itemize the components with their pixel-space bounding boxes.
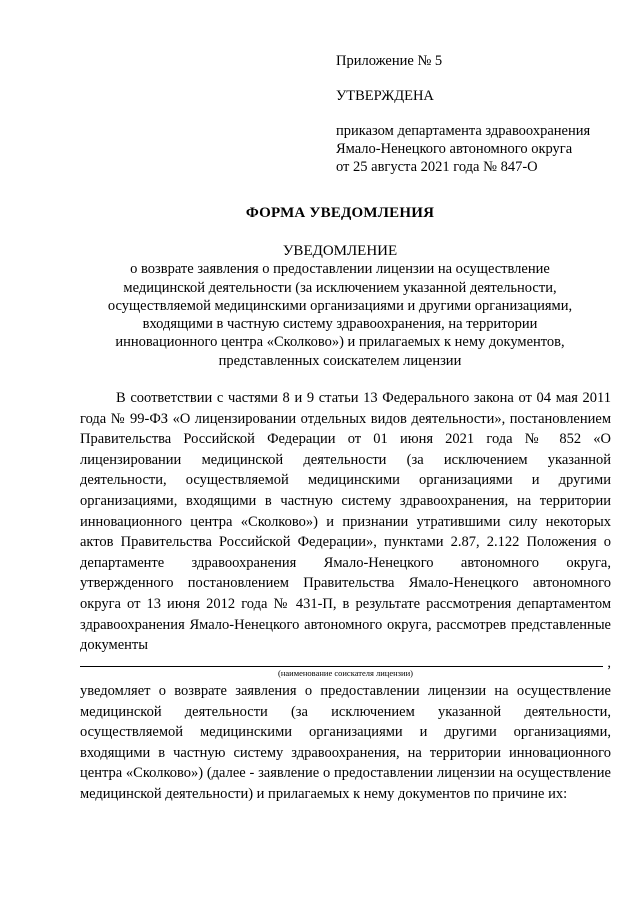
appendix-number: Приложение № 5 — [336, 53, 443, 69]
notice-subtitle-line: осуществляемой медицинскими организациями и другими организациями, — [107, 297, 573, 314]
return-notice-paragraph: уведомляет о возврате заявления о предоставлении лицензии на осуществление медицинской деятельности (за исключением указанной деятельности, осуществляемой медицинскими организациями и другими организациями, входящими в частную систему здравоохранения, на территории инновационного центра «Сколково») (далее - заявление о предоставлении лицензии на осуществление медицинской деятельности) и прилагаемых к нему документов по причине их: — [80, 683, 611, 802]
order-line: Ямало-Ненецкого автономного округа — [336, 141, 573, 157]
approved-label: УТВЕРЖДЕНА — [336, 88, 434, 104]
applicant-name-caption: (наименование соискателя лицензии) — [278, 668, 413, 678]
approval-header — [336, 52, 626, 176]
fill-in-line — [80, 666, 603, 667]
legal-basis-paragraph: В соответствии с частями 8 и 9 статьи 13 Федерального закона от 04 мая 2011 года № 99-ФЗ «О лицензировании отдельных видов деятельности», постановлением Правительства Российской Федерации от 01 июня 2021 года № 852 «О лицензировании медицинской деятельности (за исключением указанной деятельности, осуществляемой медицинскими организациями и другими организациями, входящими в частную систему здравоохранения, на территории инновационного центра «Сколково») и признании утратившими силу некоторых актов Правительства Российской Федерации», пунктами 2.87, 2.122 Положения о департаменте здравоохранения Ямало-Ненецкого автономного округа, утвержденного постановлением Правительства Ямало-Ненецкого автономного округа от 13 июня 2012 года № 431-П, в результате рассмотрения департаментом здравоохранения Ямало-Ненецкого автономного округа, рассмотрев представленные документы — [80, 390, 611, 654]
blank-comma: , — [607, 655, 611, 671]
notice-heading-block — [80, 242, 600, 370]
order-line: приказом департамента здравоохранения — [336, 123, 591, 139]
notice-heading: УВЕДОМЛЕНИЕ — [282, 243, 398, 259]
order-reference — [336, 122, 626, 176]
notice-subtitle-line: о возврате заявления о предоставлении лицензии на осуществление — [130, 261, 550, 278]
notice-subtitle-line: входящими в частную систему здравоохранения, на территории — [142, 316, 538, 333]
notice-subtitle-line: инновационного центра «Сколково») и прилагаемых к нему документов, — [115, 334, 565, 351]
form-title: ФОРМА УВЕДОМЛЕНИЯ — [245, 205, 435, 221]
notice-subtitle-line: медицинской деятельности (за исключением указанной деятельности, — [123, 279, 557, 296]
order-line: от 25 августа 2021 года № 847-О — [336, 159, 538, 175]
notice-subtitle-line: представленных соискателем лицензии — [218, 352, 462, 369]
